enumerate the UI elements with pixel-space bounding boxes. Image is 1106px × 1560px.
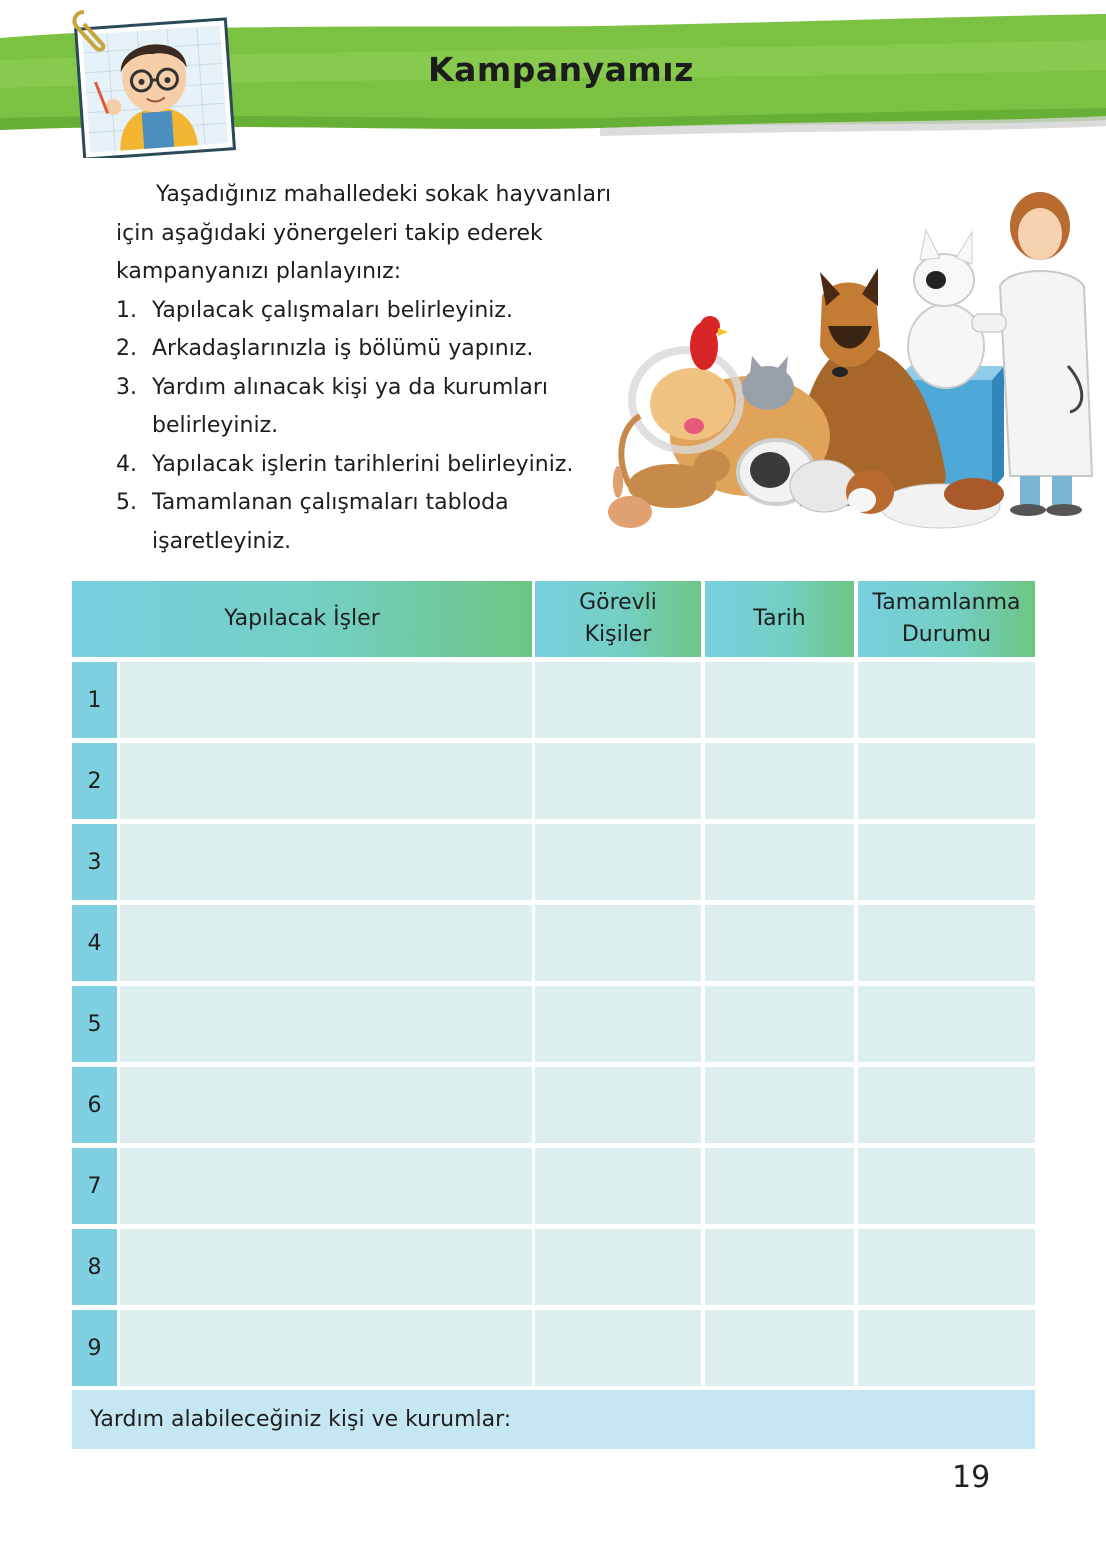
instruction-item [116, 292, 636, 331]
instruction-text-continued: işaretleyiniz. [152, 528, 292, 554]
row-number: 7 [72, 1148, 117, 1224]
date-cell[interactable] [705, 986, 854, 1062]
status-cell[interactable] [858, 905, 1035, 981]
people-cell[interactable] [535, 986, 701, 1062]
status-cell[interactable] [858, 986, 1035, 1062]
status-cell[interactable] [858, 1148, 1035, 1224]
instruction-number: 3. [116, 374, 137, 400]
header-date-label: Tarih [753, 606, 806, 631]
header-people-line: Görevli [579, 590, 657, 615]
instruction-number: 5. [116, 490, 137, 515]
people-cell[interactable] [535, 1310, 701, 1386]
helpers-footer-label: Yardım alabileceğiniz kişi ve kurumlar: [90, 1407, 512, 1432]
instruction-item [116, 484, 636, 561]
instruction-item [116, 369, 636, 446]
date-cell[interactable] [705, 1148, 854, 1224]
status-cell[interactable] [858, 662, 1035, 738]
people-cell[interactable] [535, 1229, 701, 1305]
header-people-line: Kişiler [584, 622, 652, 647]
task-cell[interactable] [120, 824, 532, 900]
instruction-item [116, 446, 636, 485]
plan-table [72, 581, 1035, 1449]
header-date [705, 581, 854, 657]
instruction-text: Yapılacak işlerin tarihlerini belirleyiniz. [152, 451, 574, 477]
task-cell[interactable] [120, 1229, 532, 1305]
header-people [535, 581, 701, 657]
row-number: 2 [72, 743, 117, 819]
task-cell[interactable] [120, 1067, 532, 1143]
instruction-item [116, 330, 636, 369]
row-number: 6 [72, 1067, 117, 1143]
instruction-text: Tamamlanan çalışmaları tabloda [152, 490, 509, 515]
intro-line: için aşağıdaki yönergeleri takip ederek [116, 220, 543, 246]
people-cell[interactable] [535, 1148, 701, 1224]
task-cell[interactable] [120, 905, 532, 981]
row-number: 1 [72, 662, 117, 738]
instruction-number: 2. [116, 336, 137, 361]
boy-with-glasses-avatar-icon [66, 8, 244, 158]
row-number: 9 [72, 1310, 117, 1386]
date-cell[interactable] [705, 1229, 854, 1305]
page-number: 19 [952, 1460, 991, 1495]
status-cell[interactable] [858, 824, 1035, 900]
header-status-line: Tamamlanma [872, 590, 1021, 615]
task-cell[interactable] [120, 743, 532, 819]
instruction-list [116, 292, 636, 562]
instruction-number: 1. [116, 297, 137, 323]
instruction-text-continued: belirleyiniz. [152, 413, 279, 438]
header-tasks [72, 581, 532, 657]
status-cell[interactable] [858, 1067, 1035, 1143]
date-cell[interactable] [705, 1310, 854, 1386]
instruction-text: Arkadaşlarınızla iş bölümü yapınız. [152, 336, 534, 361]
people-cell[interactable] [535, 1067, 701, 1143]
header-tasks-label: Yapılacak İşler [224, 606, 380, 631]
status-cell[interactable] [858, 1310, 1035, 1386]
date-cell[interactable] [705, 824, 854, 900]
header-status [858, 581, 1035, 657]
task-cell[interactable] [120, 1310, 532, 1386]
date-cell[interactable] [705, 662, 854, 738]
people-cell[interactable] [535, 662, 701, 738]
status-cell[interactable] [858, 1229, 1035, 1305]
row-number: 3 [72, 824, 117, 900]
instruction-number: 4. [116, 451, 137, 477]
veterinarian-with-animals-illustration-icon [600, 176, 1105, 556]
row-number: 4 [72, 905, 117, 981]
instruction-text: Yapılacak çalışmaları belirleyiniz. [152, 297, 513, 323]
intro-line: Yaşadığınız mahalledeki sokak hayvanları [156, 182, 612, 207]
intro-line: kampanyanızı planlayınız: [116, 259, 402, 284]
people-cell[interactable] [535, 743, 701, 819]
people-cell[interactable] [535, 824, 701, 900]
date-cell[interactable] [705, 743, 854, 819]
status-cell[interactable] [858, 743, 1035, 819]
instructions-intro [116, 176, 636, 292]
people-cell[interactable] [535, 905, 701, 981]
instructions-block [116, 176, 636, 561]
task-cell[interactable] [120, 986, 532, 1062]
task-cell[interactable] [120, 662, 532, 738]
header-status-line: Durumu [901, 622, 992, 647]
date-cell[interactable] [705, 1067, 854, 1143]
row-number: 8 [72, 1229, 117, 1305]
helpers-footer-row[interactable] [72, 1390, 1035, 1449]
page-title: Kampanyamız [428, 50, 694, 89]
date-cell[interactable] [705, 905, 854, 981]
task-cell[interactable] [120, 1148, 532, 1224]
row-number: 5 [72, 986, 117, 1062]
instruction-text: Yardım alınacak kişi ya da kurumları [152, 374, 549, 400]
